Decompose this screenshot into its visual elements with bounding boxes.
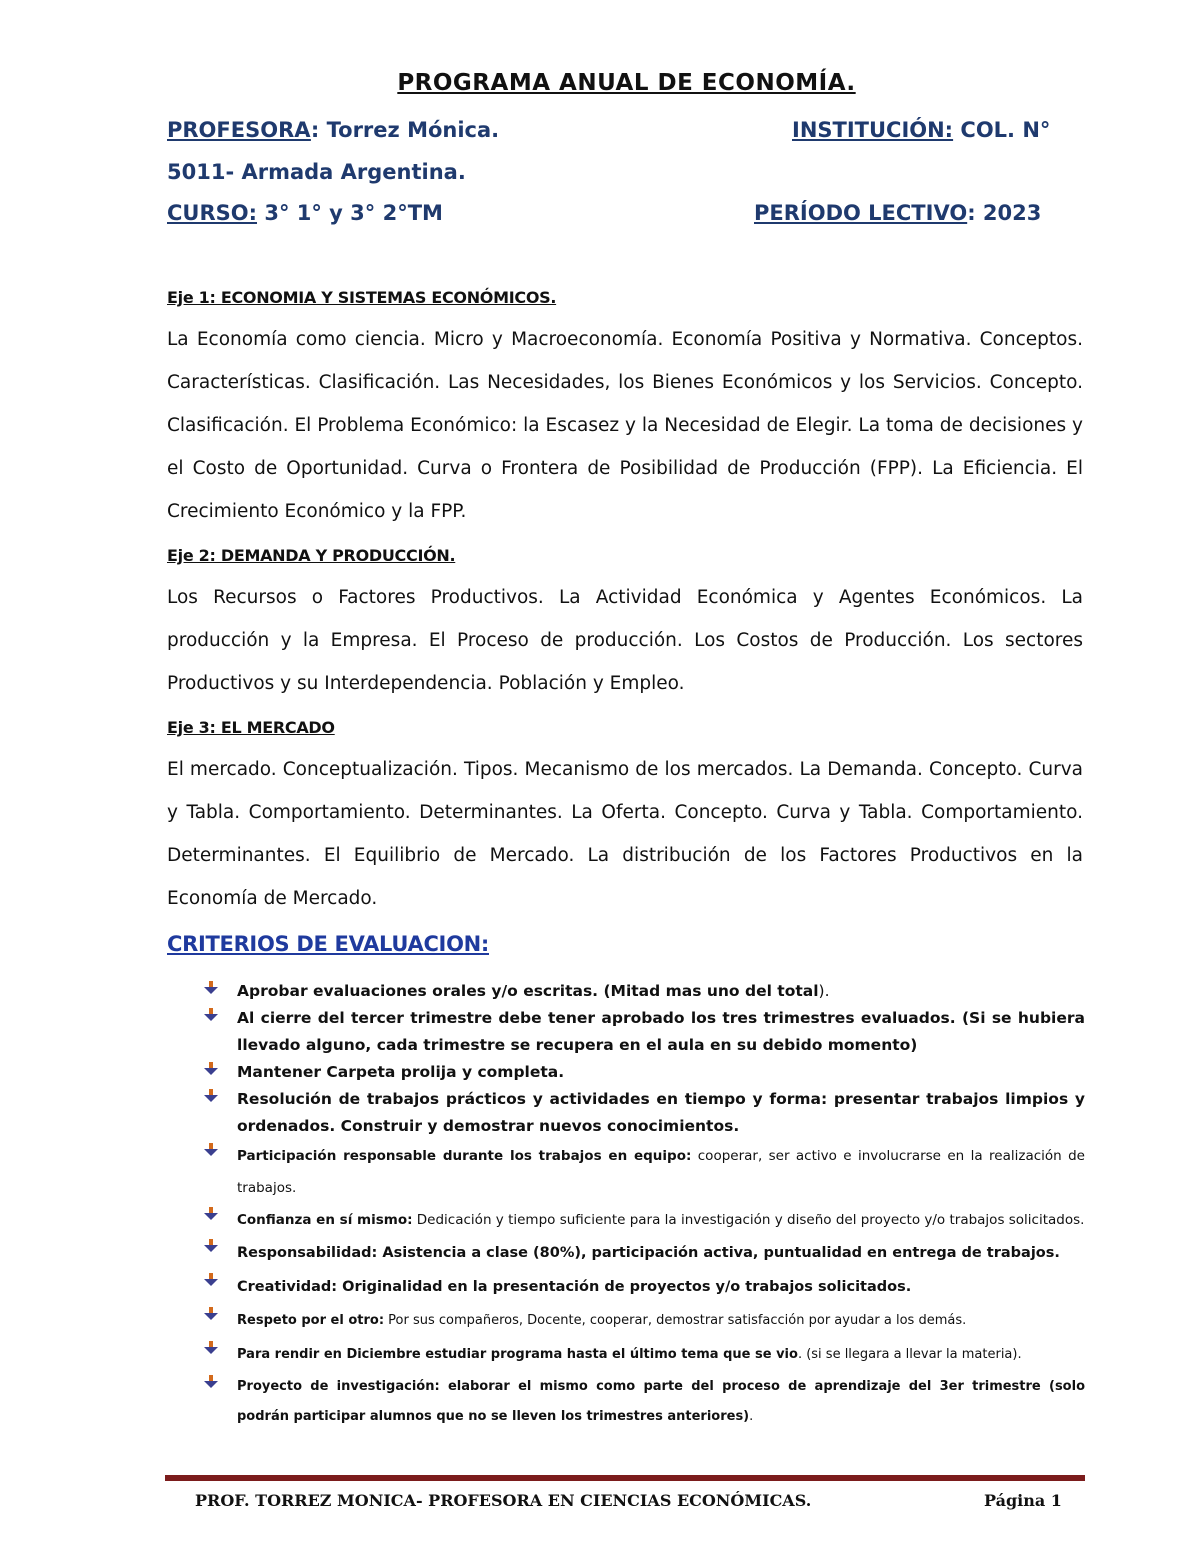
periodo-line (754, 201, 1041, 225)
arrow-bullet-icon (203, 1239, 219, 1253)
criterio-item (203, 1372, 1085, 1432)
eje-1-section (167, 288, 1083, 533)
criterio-bold: Aprobar evaluaciones orales y/o escritas. (Mitad mas uno del total (237, 982, 819, 1000)
eje-2-text: Los Recursos o Factores Productivos. La Actividad Económica y Agentes Económicos. La producción y la Empresa. El Proceso de producción. Los Costos de Producción. Los sectores Productivos y su Interdependencia. Población y Empleo. (167, 587, 1083, 694)
criterio-rest: . (si se llegara a llevar la materia). (797, 1347, 1022, 1362)
criterio-bold: Mantener Carpeta prolija y completa. (237, 1063, 565, 1081)
criterio-rest: ). (818, 982, 830, 1000)
criterio-bold: Confianza en sí mismo: (237, 1212, 413, 1228)
criterio-bold: Creatividad: Originalidad en la presentación de proyectos y/o trabajos solicitados. (237, 1279, 912, 1295)
arrow-bullet-icon (203, 981, 219, 995)
institucion-line (792, 118, 1050, 142)
page-number: Página 1 (984, 1491, 1062, 1510)
periodo-value: : 2023 (967, 201, 1042, 225)
criterio-bold: Proyecto de investigación: elaborar el mismo como parte del proceso de aprendizaje del 3er trimestre (solo podrán participar alumnos que no se lleven los trimestres anteriores) (237, 1379, 1085, 1424)
eje-3-heading: Eje 3: EL MERCADO (167, 718, 335, 737)
arrow-bullet-icon (203, 1207, 219, 1221)
criterio-rest: . (749, 1409, 754, 1424)
arrow-bullet-icon (203, 1008, 219, 1022)
document-title: PROGRAMA ANUAL DE ECONOMÍA. (397, 70, 856, 96)
criterios-heading: CRITERIOS DE EVALUACION: (167, 932, 489, 956)
arrow-bullet-icon (203, 1089, 219, 1103)
arrow-bullet-icon (203, 1375, 219, 1389)
profesora-label: PROFESORA (167, 118, 311, 142)
criterio-item (203, 1236, 1085, 1270)
profesora-value: : Torrez Mónica. (310, 118, 500, 142)
criterio-item (203, 978, 1085, 1005)
institucion-label: INSTITUCIÓN: (792, 118, 954, 142)
criterio-rest: cooperar, ser activo e involucrarse en la realización de trabajos. (237, 1148, 1085, 1196)
curso-line (167, 201, 443, 225)
criterio-bold: Para rendir en Diciembre estudiar programa hasta el último tema que se vio (237, 1347, 798, 1362)
criterio-item (203, 1005, 1085, 1059)
institucion-value: COL. N° (953, 118, 1051, 142)
eje-2-section (167, 546, 1083, 705)
criterio-item (203, 1270, 1085, 1304)
eje-3-text: El mercado. Conceptualización. Tipos. Mecanismo de los mercados. La Demanda. Concepto. Curva y Tabla. Comportamiento. Determinantes. La Oferta. Concepto. Curva y Tabla. Comportamiento. Determinantes. El Equilibrio de Mercado. La distribución de los Factores Productivos en la Economía de Mercado. (167, 759, 1083, 909)
criterios-list (203, 978, 1085, 1432)
profesora-line (167, 118, 499, 142)
criterio-item (203, 1059, 1085, 1086)
curso-value: 3° 1° y 3° 2°TM (257, 201, 443, 225)
eje-2-heading: Eje 2: DEMANDA Y PRODUCCIÓN. (167, 546, 456, 565)
institucion-continuation: 5011- Armada Argentina. (167, 160, 466, 184)
arrow-bullet-icon (203, 1273, 219, 1287)
criterio-item (203, 1304, 1085, 1338)
criterio-bold: Respeto por el otro: (237, 1313, 385, 1328)
eje-3-section (167, 718, 1083, 920)
eje-1-heading: Eje 1: ECONOMIA Y SISTEMAS ECONÓMICOS. (167, 288, 557, 307)
criterio-rest: Por sus compañeros, Docente, cooperar, demostrar satisfacción por ayudar a los demás. (384, 1313, 967, 1328)
criterio-item (203, 1204, 1085, 1236)
eje-1-text: La Economía como ciencia. Micro y Macroeconomía. Economía Positiva y Normativa. Conceptos. Características. Clasificación. Las Necesidades, los Bienes Económicos y los Servicios. Concepto. Clasificación. El Problema Económico: la Escasez y la Necesidad de Elegir. La toma de decisiones y el Costo de Oportunidad. Curva o Frontera de Posibilidad de Producción (FPP). La Eficiencia. El Crecimiento Económico y la FPP. (167, 329, 1083, 522)
arrow-bullet-icon (203, 1143, 219, 1157)
footer-rule (165, 1475, 1085, 1481)
arrow-bullet-icon (203, 1307, 219, 1321)
arrow-bullet-icon (203, 1341, 219, 1355)
arrow-bullet-icon (203, 1062, 219, 1076)
footer-author: PROF. TORREZ MONICA- PROFESORA EN CIENCIAS ECONÓMICAS. (195, 1491, 812, 1510)
curso-label: CURSO: (167, 201, 258, 225)
criterio-bold: Participación responsable durante los trabajos en equipo: (237, 1148, 692, 1164)
criterio-rest: Dedicación y tiempo suficiente para la investigación y diseño del proyecto y/o trabajos solicitados. (412, 1212, 1085, 1228)
criterio-bold: Responsabilidad: Asistencia a clase (80%), participación activa, puntualidad en entrega de trabajos. (237, 1245, 1060, 1261)
criterio-item (203, 1338, 1085, 1372)
periodo-label: PERÍODO LECTIVO (754, 201, 968, 225)
criterio-bold: Resolución de trabajos prácticos y actividades en tiempo y forma: presentar trabajos limpios y ordenados. Construir y demostrar nuevos conocimientos. (237, 1090, 1085, 1135)
criterio-item (203, 1086, 1085, 1140)
criterio-item (203, 1140, 1085, 1204)
criterio-bold: Al cierre del tercer trimestre debe tener aprobado los tres trimestres evaluados. (Si se hubiera llevado alguno, cada trimestre se recupera en el aula en su debido momento) (237, 1009, 1085, 1054)
